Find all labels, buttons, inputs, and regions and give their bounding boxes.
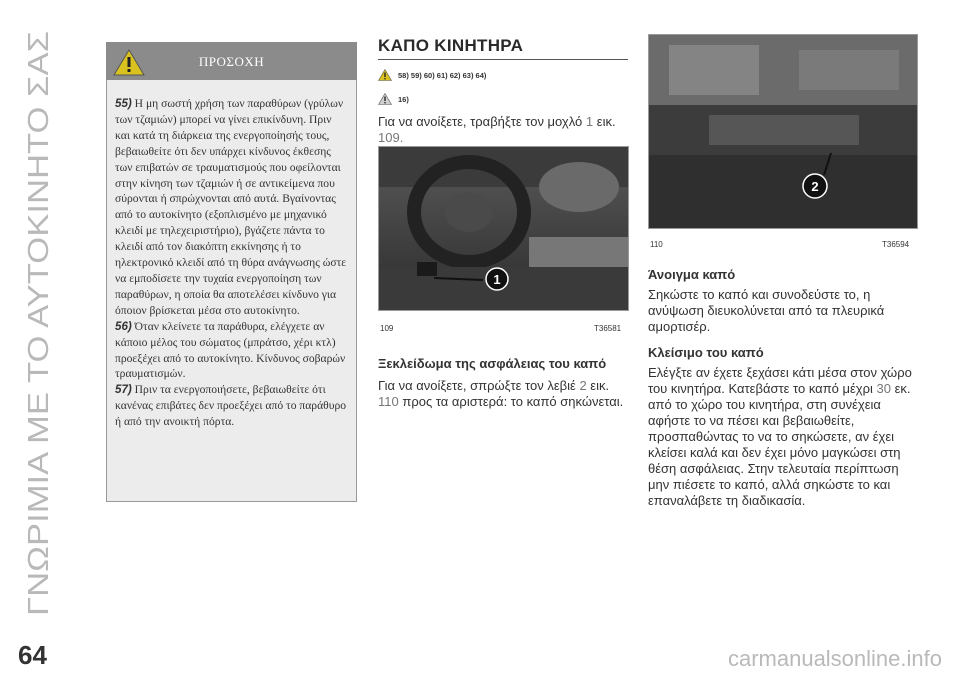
engine-bay-illustration bbox=[649, 35, 917, 228]
open-title: Άνοιγμα καπό bbox=[648, 267, 736, 282]
dashboard-illustration bbox=[379, 147, 628, 310]
warning-box bbox=[106, 42, 357, 462]
note-refs: 16) bbox=[398, 94, 409, 104]
close-text: Ελέγξτε αν έχετε ξεχάσει κάτι μέσα στον χώρο του κινητήρα. Κατεβάστε το καπό μέχρι bbox=[648, 365, 912, 396]
warning-item bbox=[115, 96, 348, 319]
safety-text-end: προς τα αριστερά: το καπό σηκώνεται. bbox=[402, 394, 624, 409]
chapter-side-title bbox=[2, 18, 64, 618]
right-column bbox=[648, 267, 916, 509]
intro-fig-prefix: εικ. bbox=[596, 114, 616, 129]
figure-110-code: T36594 bbox=[882, 240, 910, 249]
warning-item bbox=[115, 382, 348, 430]
safety-section bbox=[378, 356, 628, 410]
warning-title: ΠΡΟΣΟΧΗ bbox=[198, 54, 265, 69]
warning-item bbox=[115, 319, 348, 383]
intro-paragraph bbox=[378, 114, 628, 146]
warning-item-text: Πριν τα ενεργοποιήσετε, βεβαιωθείτε ότι κανένας επιβάτες δεν προεξέχει από το παράθυρο ή από την ανοικτή πόρτα. bbox=[115, 383, 347, 429]
warning-header bbox=[106, 42, 357, 80]
safety-fig-prefix: εικ. bbox=[590, 378, 610, 393]
figure-110-number: 110 bbox=[650, 240, 663, 249]
figure-110-callout: 2 bbox=[811, 179, 819, 194]
close-paragraph bbox=[648, 365, 916, 509]
close-text-end: εκ. από το χώρο του κινητήρα, στη συνέχεια αφήστε το να πέσει και βεβαιωθείτε, προσπαθώντας το να το σηκώσετε, αν έχει κλείσει καλά και δεν έχει μόνο μαγκώσει στη θέση ασφάλειας. Στην τελευταία περίπτωση μην πιέσετε το καπό, αλλά σηκώστε το και επαναλάβετε τη διαδικασία. bbox=[648, 381, 911, 508]
figure-109-photo bbox=[378, 146, 629, 311]
page-number: 64 bbox=[18, 640, 47, 670]
intro-text: Για να ανοίξετε, τραβήξτε τον μοχλό bbox=[378, 114, 583, 129]
warning-item-text: Η μη σωστή χρήση των παραθύρων (γρύλων των τζαμιών) μπορεί να γίνει επικίνδυνη. Πριν και κατά τη διάρκεια της ενεργοποίησής τους, βεβαιωθείτε ότι δεν υπάρχει κίνδυνος έκθεσης των επιβατών σε τραυματισμούς που οφείλονται στην κίνηση των τζαμιών ή σε αντικείμενα που σύρονται ή σπρώχνονται από αυτά. Βγαίνοντας από το αυτοκίνητο (εξοπλισμένο με μηχανικό κλειδί με τηλεχειριστήριο), βγάζετε πάντα το κλειδί από τον διακόπτη εκκίνησης ή το ηλεκτρονικό κλειδί από τη θύρα ανάγνωσης ώστε να εμποδίσετε την τυχαία ενεργοποίηση των παραθύρων, η οποία θα αποτελέσει κίνδυνο για όποιον βρίσκεται μέσα στο αυτοκίνητο. bbox=[115, 97, 347, 317]
figure-109-callout: 1 bbox=[493, 272, 501, 287]
safety-fig-ref: 110 bbox=[378, 394, 399, 409]
close-title: Κλείσιμο του καπό bbox=[648, 345, 764, 360]
warning-refs-row bbox=[378, 66, 628, 84]
figure-110-photo bbox=[648, 34, 918, 229]
safety-title: Ξεκλείδωμα της ασφάλειας του καπό bbox=[378, 356, 607, 371]
safety-paragraph bbox=[378, 378, 628, 410]
warning-triangle-icon bbox=[378, 69, 392, 81]
chapter-side-title-text: ΓΝΩΡΙΜΙΑ ΜΕ ΤΟ ΑΥΤΟΚΙΝΗΤΟ ΣΑΣ bbox=[23, 126, 55, 616]
warning-refs: 58) 59) 60) 61) 62) 63) 64) bbox=[398, 70, 487, 80]
open-paragraph: Σηκώστε το καπό και συνοδεύστε το, η ανύψωση διευκολύνεται από τα πλευρικά αμορτισέρ. bbox=[648, 287, 885, 334]
info-triangle-icon bbox=[378, 93, 392, 105]
middle-column bbox=[378, 36, 628, 146]
safety-callout-num: 2 bbox=[579, 378, 587, 393]
warning-ref: 57) bbox=[115, 383, 132, 397]
warning-item-text: Όταν κλείνετε τα παράθυρα, ελέγχετε αν κάποιο μέλος του σώματος (μπράτσο, χέρι κτλ) προεξέχει από το αυτοκίνητο. Κίνδυνος σοβαρών τραυματισμών. bbox=[115, 319, 346, 381]
note-refs-row bbox=[378, 90, 628, 108]
warning-body bbox=[106, 80, 357, 502]
intro-callout-num: 1 bbox=[585, 114, 594, 129]
warning-ref: 56) bbox=[115, 319, 132, 333]
figure-109-code: T36581 bbox=[594, 324, 622, 333]
safety-text: Για να ανοίξετε, σπρώξτε τον λεβιέ bbox=[378, 378, 576, 393]
figure-109-number: 109 bbox=[380, 324, 394, 333]
watermark: carmanualsonline.info bbox=[727, 646, 942, 671]
section-title: ΚΑΠΟ ΚΙΝΗΤΗΡΑ bbox=[378, 36, 628, 60]
close-distance-num: 30 bbox=[876, 381, 891, 396]
intro-fig-ref: 109. bbox=[378, 130, 404, 145]
warning-ref: 55) bbox=[115, 97, 132, 110]
